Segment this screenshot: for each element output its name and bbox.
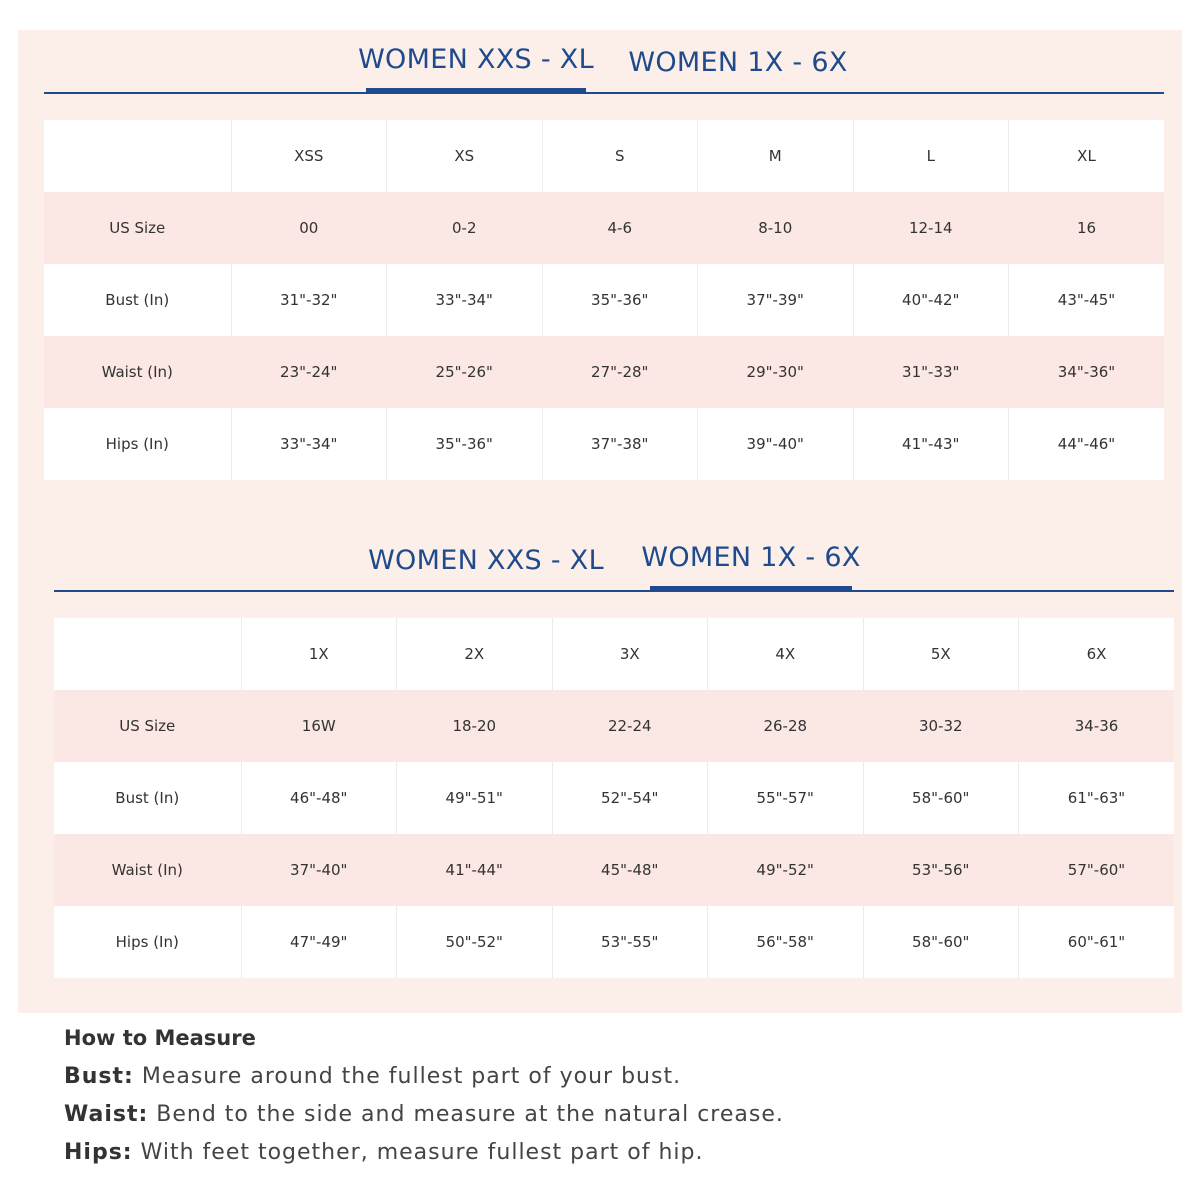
- measure-text: Measure around the fullest part of your bust.: [141, 1064, 682, 1089]
- table-cell: 33"-34": [387, 264, 543, 336]
- table-cell: 43"-45": [1009, 264, 1165, 336]
- table-cell: 47"-49": [241, 906, 397, 978]
- table-cell: 45"-48": [552, 834, 708, 906]
- table-row-waist: [44, 336, 1164, 408]
- table-cell: 23"-24": [231, 336, 387, 408]
- table-cell: 57"-60": [1019, 834, 1175, 906]
- table-cell: 49"-51": [397, 762, 553, 834]
- table-cell: 49"-52": [708, 834, 864, 906]
- table-row-bust: [44, 264, 1164, 336]
- table-row-bust: [54, 762, 1174, 834]
- table-cell: 41"-44": [397, 834, 553, 906]
- table-row-hips: [54, 906, 1174, 978]
- table-cell: 34-36: [1019, 690, 1175, 762]
- size-chart-1x-6x: [54, 528, 1174, 951]
- size-tabs: [44, 30, 1164, 94]
- table-cell: 22-24: [552, 690, 708, 762]
- table-cell: 35"-36": [542, 264, 698, 336]
- header-empty-cell: [44, 120, 231, 192]
- table-cell: 37"-38": [542, 408, 698, 480]
- table-cell: 27"-28": [542, 336, 698, 408]
- table-cell: 16W: [241, 690, 397, 762]
- size-header: S: [542, 120, 698, 192]
- tab-women-1x-6x[interactable]: WOMEN 1X - 6X: [650, 528, 852, 592]
- table-row-us-size: [44, 192, 1164, 264]
- table-cell: 8-10: [698, 192, 854, 264]
- table-cell: 31"-32": [231, 264, 387, 336]
- table-cell: 41"-43": [853, 408, 1009, 480]
- size-header: XS: [387, 120, 543, 192]
- tab-women-xxs-xl[interactable]: WOMEN XXS - XL: [366, 30, 586, 94]
- size-header: 3X: [552, 618, 708, 690]
- table-cell: 53"-56": [863, 834, 1019, 906]
- measure-term: Bust:: [64, 1064, 134, 1089]
- table-cell: 44"-46": [1009, 408, 1165, 480]
- size-header: XSS: [231, 120, 387, 192]
- how-to-measure-title: How to Measure: [64, 1026, 256, 1050]
- size-header: M: [698, 120, 854, 192]
- size-header: 6X: [1019, 618, 1175, 690]
- measure-text: With feet together, measure fullest part of hip.: [140, 1140, 704, 1165]
- tab-women-xxs-xl[interactable]: WOMEN XXS - XL: [368, 544, 604, 576]
- table-cell: 58"-60": [863, 906, 1019, 978]
- measure-bust: [64, 1058, 1164, 1096]
- table-cell: 50"-52": [397, 906, 553, 978]
- size-header: 2X: [397, 618, 553, 690]
- table-cell: 33"-34": [231, 408, 387, 480]
- row-label: Bust (In): [54, 762, 241, 834]
- table-cell: 58"-60": [863, 762, 1019, 834]
- size-header: 5X: [863, 618, 1019, 690]
- table-cell: 30-32: [863, 690, 1019, 762]
- size-chart-xxs-xl: [44, 30, 1164, 453]
- size-header: 1X: [241, 618, 397, 690]
- table-cell: 16: [1009, 192, 1165, 264]
- table-row-waist: [54, 834, 1174, 906]
- table-cell: 29"-30": [698, 336, 854, 408]
- table-cell: 55"-57": [708, 762, 864, 834]
- size-header: L: [853, 120, 1009, 192]
- size-table: [44, 120, 1164, 480]
- size-header: 4X: [708, 618, 864, 690]
- size-header: XL: [1009, 120, 1165, 192]
- row-label: Waist (In): [54, 834, 241, 906]
- table-cell: 34"-36": [1009, 336, 1165, 408]
- table-cell: 61"-63": [1019, 762, 1175, 834]
- table-cell: 56"-58": [708, 906, 864, 978]
- tab-women-1x-6x[interactable]: WOMEN 1X - 6X: [628, 46, 848, 78]
- table-header-row: [54, 618, 1174, 690]
- table-cell: 35"-36": [387, 408, 543, 480]
- table-cell: 18-20: [397, 690, 553, 762]
- row-label: Hips (In): [54, 906, 241, 978]
- row-label: Bust (In): [44, 264, 231, 336]
- table-cell: 26-28: [708, 690, 864, 762]
- size-table: [54, 618, 1174, 978]
- row-label: US Size: [44, 192, 231, 264]
- size-tabs: [54, 528, 1174, 592]
- table-cell: 40"-42": [853, 264, 1009, 336]
- row-label: Hips (In): [44, 408, 231, 480]
- measure-term: Hips:: [64, 1140, 133, 1165]
- table-cell: 52"-54": [552, 762, 708, 834]
- table-cell: 12-14: [853, 192, 1009, 264]
- measure-text: Bend to the side and measure at the natural crease.: [156, 1102, 784, 1127]
- table-row-hips: [44, 408, 1164, 480]
- table-cell: 37"-39": [698, 264, 854, 336]
- header-empty-cell: [54, 618, 241, 690]
- table-header-row: [44, 120, 1164, 192]
- row-label: Waist (In): [44, 336, 231, 408]
- measure-hips: [64, 1134, 1164, 1172]
- table-cell: 31"-33": [853, 336, 1009, 408]
- table-cell: 0-2: [387, 192, 543, 264]
- measure-waist: [64, 1096, 1164, 1134]
- table-cell: 60"-61": [1019, 906, 1175, 978]
- row-label: US Size: [54, 690, 241, 762]
- table-cell: 46"-48": [241, 762, 397, 834]
- table-cell: 53"-55": [552, 906, 708, 978]
- table-cell: 00: [231, 192, 387, 264]
- table-cell: 39"-40": [698, 408, 854, 480]
- table-row-us-size: [54, 690, 1174, 762]
- how-to-measure: [64, 1026, 1164, 1172]
- table-cell: 37"-40": [241, 834, 397, 906]
- measure-term: Waist:: [64, 1102, 149, 1127]
- table-cell: 4-6: [542, 192, 698, 264]
- table-cell: 25"-26": [387, 336, 543, 408]
